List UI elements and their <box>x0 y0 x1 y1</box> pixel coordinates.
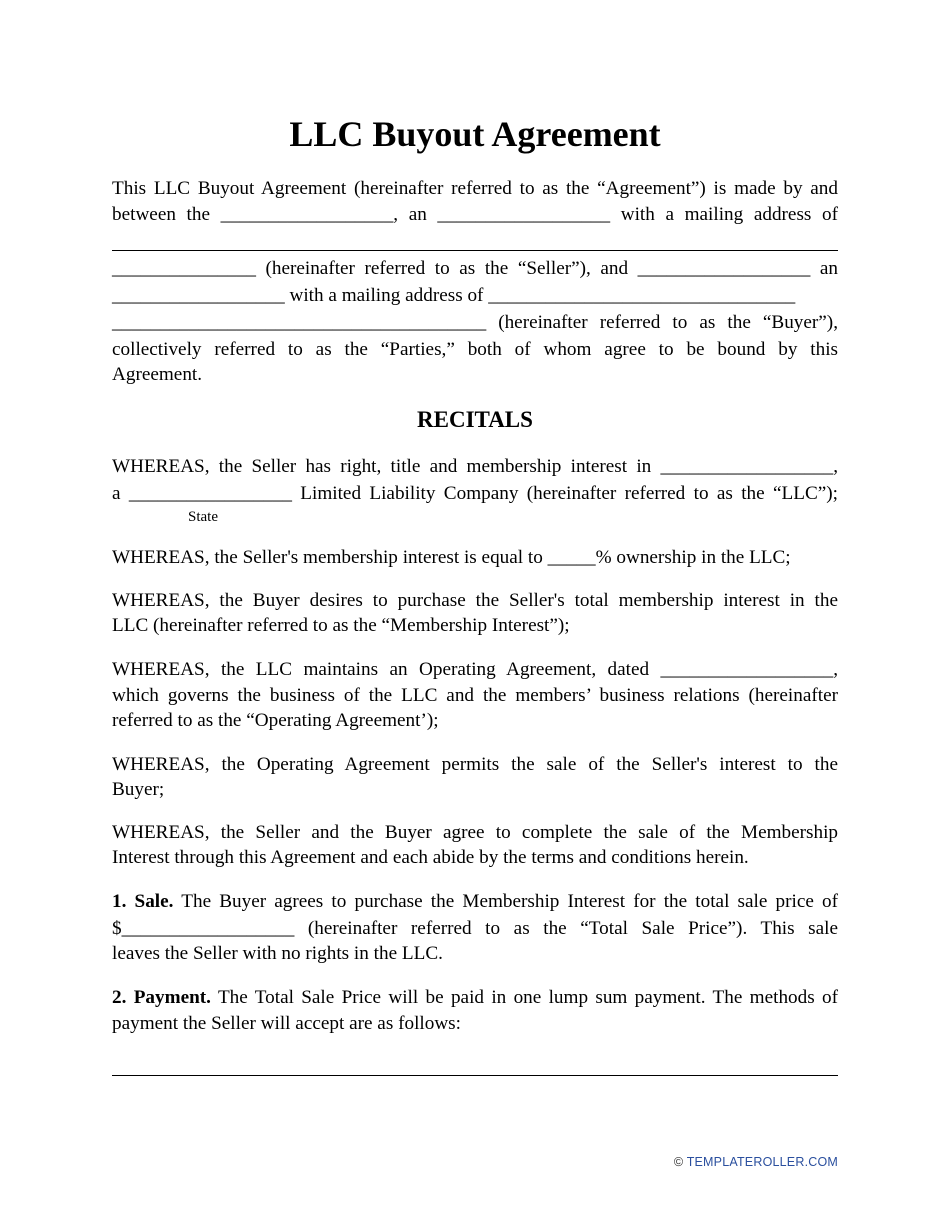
section-1-line-3: leaves the Seller with no rights in the LLC. <box>112 943 443 964</box>
recital-6-line-1: WHEREAS, the Seller and the Buyer agree to complete the sale of the Membership <box>112 822 838 843</box>
section-1-line-1 <box>112 889 838 915</box>
document-title: LLC Buyout Agreement <box>289 114 661 154</box>
recital-4-line-3: referred to as the “Operating Agreement’); <box>112 710 439 731</box>
intro-line-4: _______________ (hereinafter referred to as the “Seller”), and __________________ an <box>112 258 838 279</box>
section-2-line-1 <box>112 985 838 1011</box>
intro-line-8: Agreement. <box>112 364 203 385</box>
intro-line-5: __________________ with a mailing address of ________________________________ <box>112 285 796 306</box>
intro-line-6: _______________________________________ (hereinafter referred to as the “Buyer”), <box>112 312 838 333</box>
intro-line-7: collectively referred to as the “Parties,” both of whom agree to be bound by this <box>112 339 838 360</box>
payment-methods-blank-line <box>112 1075 838 1076</box>
section-1-text: The Buyer agrees to purchase the Membership Interest for the total sale price of <box>173 891 838 912</box>
section-1-line-2: $__________________ (hereinafter referred to as the “Total Sale Price”). This sale <box>112 918 838 939</box>
recitals-heading: RECITALS <box>417 407 533 432</box>
recital-4-line-1: WHEREAS, the LLC maintains an Operating Agreement, dated __________________, <box>112 659 838 680</box>
recital-5-line-2: Buyer; <box>112 779 165 800</box>
recital-3-line-2: LLC (hereinafter referred to as the “Membership Interest”); <box>112 615 570 636</box>
section-2-line-2: payment the Seller will accept are as follows: <box>112 1013 461 1034</box>
footer-credit[interactable] <box>674 1155 838 1169</box>
section-1-heading: 1. Sale. <box>112 891 174 912</box>
address-blank-line <box>112 250 838 251</box>
intro-line-2: between the __________________, an __________________ with a mailing address of <box>112 204 838 225</box>
recital-2: WHEREAS, the Seller's membership interest is equal to _____% ownership in the LLC; <box>112 547 791 568</box>
copyright-icon: © <box>673 1155 684 1169</box>
recital-5-line-1: WHEREAS, the Operating Agreement permits the sale of the Seller's interest to the <box>112 754 838 775</box>
section-2-text: The Total Sale Price will be paid in one lump sum payment. The methods of <box>210 987 838 1008</box>
recital-6-line-2: Interest through this Agreement and each abide by the terms and conditions herein. <box>112 847 749 868</box>
recital-3-line-1: WHEREAS, the Buyer desires to purchase the Seller's total membership interest in the <box>112 590 838 611</box>
footer-site-link[interactable]: TEMPLATEROLLER.COM <box>686 1155 838 1169</box>
recital-1-line-2: a _________________ Limited Liability Company (hereinafter referred to as the “LLC”); <box>112 483 838 504</box>
recital-1-line-1: WHEREAS, the Seller has right, title and membership interest in __________________, <box>112 456 838 477</box>
recital-4-line-2: which governs the business of the LLC and the members’ business relations (hereinafter <box>112 685 838 706</box>
section-2-heading: 2. Payment. <box>112 987 211 1008</box>
state-caption: State <box>188 509 218 525</box>
intro-line-1: This LLC Buyout Agreement (hereinafter referred to as the “Agreement”) is made by and <box>112 178 838 199</box>
